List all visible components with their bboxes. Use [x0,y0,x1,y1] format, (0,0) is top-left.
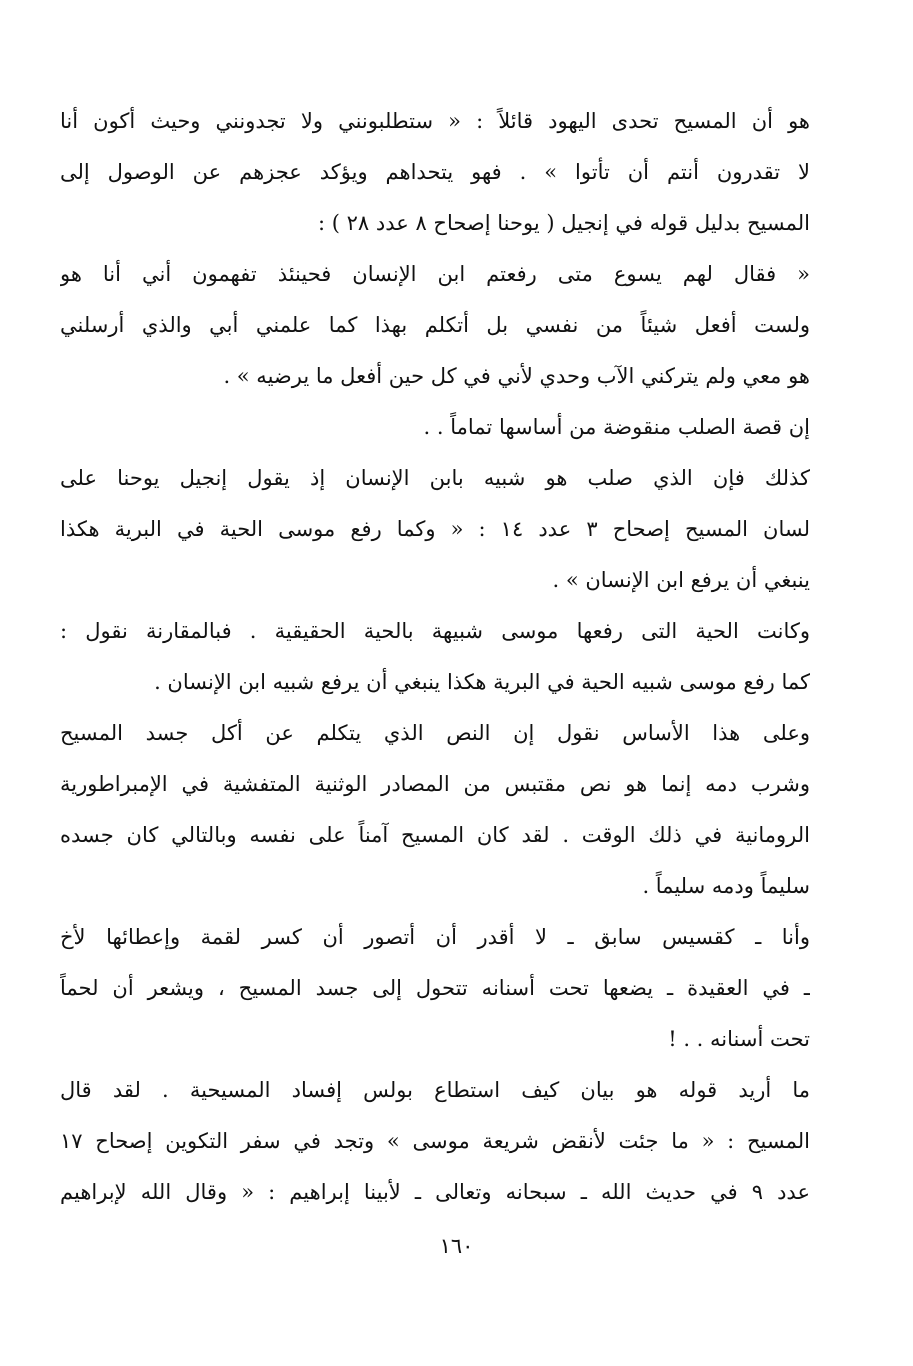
text-line: المسيح بدليل قوله في إنجيل ( يوحنا إصحاح ٨ عدد ٢٨ ) : [318,211,810,235]
text-line: تحت أسنانه . . ! [668,1027,810,1051]
text-line: سليماً ودمه سليماً . [642,874,810,898]
text-line: المسيح : « ما جئت لأنقض شريعة موسى » وتجد في سفر التكوين إصحاح ١٧ [60,1129,810,1153]
text-line: لا تقدرون أنتم أن تأتوا » . فهو يتحداهم ويؤكد عجزهم عن الوصول إلى [60,160,810,184]
text-line: وكانت الحية التى رفعها موسى شبيهة بالحية الحقيقية . فبالمقارنة نقول : [60,619,810,643]
text-line: وعلى هذا الأساس نقول إن النص الذي يتكلم عن أكل جسد المسيح [60,721,810,745]
text-line: إن قصة الصلب منقوضة من أساسها تماماً . . [423,415,810,439]
text-line: عدد ٩ في حديث الله ـ سبحانه وتعالى ـ لأبينا إبراهيم : « وقال الله لإبراهيم [60,1180,810,1204]
text-line: لسان المسيح إصحاح ٣ عدد ١٤ : « وكما رفع موسى الحية في البرية هكذا [60,517,810,541]
text-line: هو أن المسيح تحدى اليهود قائلاً : « ستطلبونني ولا تجدونني وحيث أكون أنا [60,109,810,133]
text-line: وشرب دمه إنما هو نص مقتبس من المصادر الوثنية المتفشية في الإمبراطورية [60,772,810,796]
text-line: ينبغي أن يرفع ابن الإنسان » . [552,568,810,592]
text-line: ولست أفعل شيئاً من نفسي بل أتكلم بهذا كما علمني أبي والذي أرسلني [60,313,810,337]
page-number: ١٦٠ [439,1234,474,1258]
body-text [60,96,810,1218]
text-line: الرومانية في ذلك الوقت . لقد كان المسيح آمناً على نفسه وبالتالي كان جسده [60,823,810,847]
text-line: ما أريد قوله هو بيان كيف استطاع بولس إفساد المسيحية . لقد قال [60,1078,810,1102]
text-line: كما رفع موسى شبيه الحية في البرية هكذا ينبغي أن يرفع شبيه ابن الإنسان . [154,670,810,694]
text-line: وأنا ـ كقسيس سابق ـ لا أقدر أن أتصور أن كسر لقمة وإعطائها لأخ [60,925,810,949]
text-line: هو معي ولم يتركني الآب وحدي لأني في كل حين أفعل ما يرضيه » . [223,364,810,388]
text-line: ـ في العقيدة ـ يضعها تحت أسنانه تتحول إلى جسد المسيح ، ويشعر أن لحماً [60,976,810,1000]
text-line: « فقال لهم يسوع متى رفعتم ابن الإنسان فحينئذ تفهمون أني أنا هو [60,262,810,286]
text-line: كذلك فإن الذي صلب هو شبيه بابن الإنسان إذ يقول إنجيل يوحنا على [60,466,810,490]
